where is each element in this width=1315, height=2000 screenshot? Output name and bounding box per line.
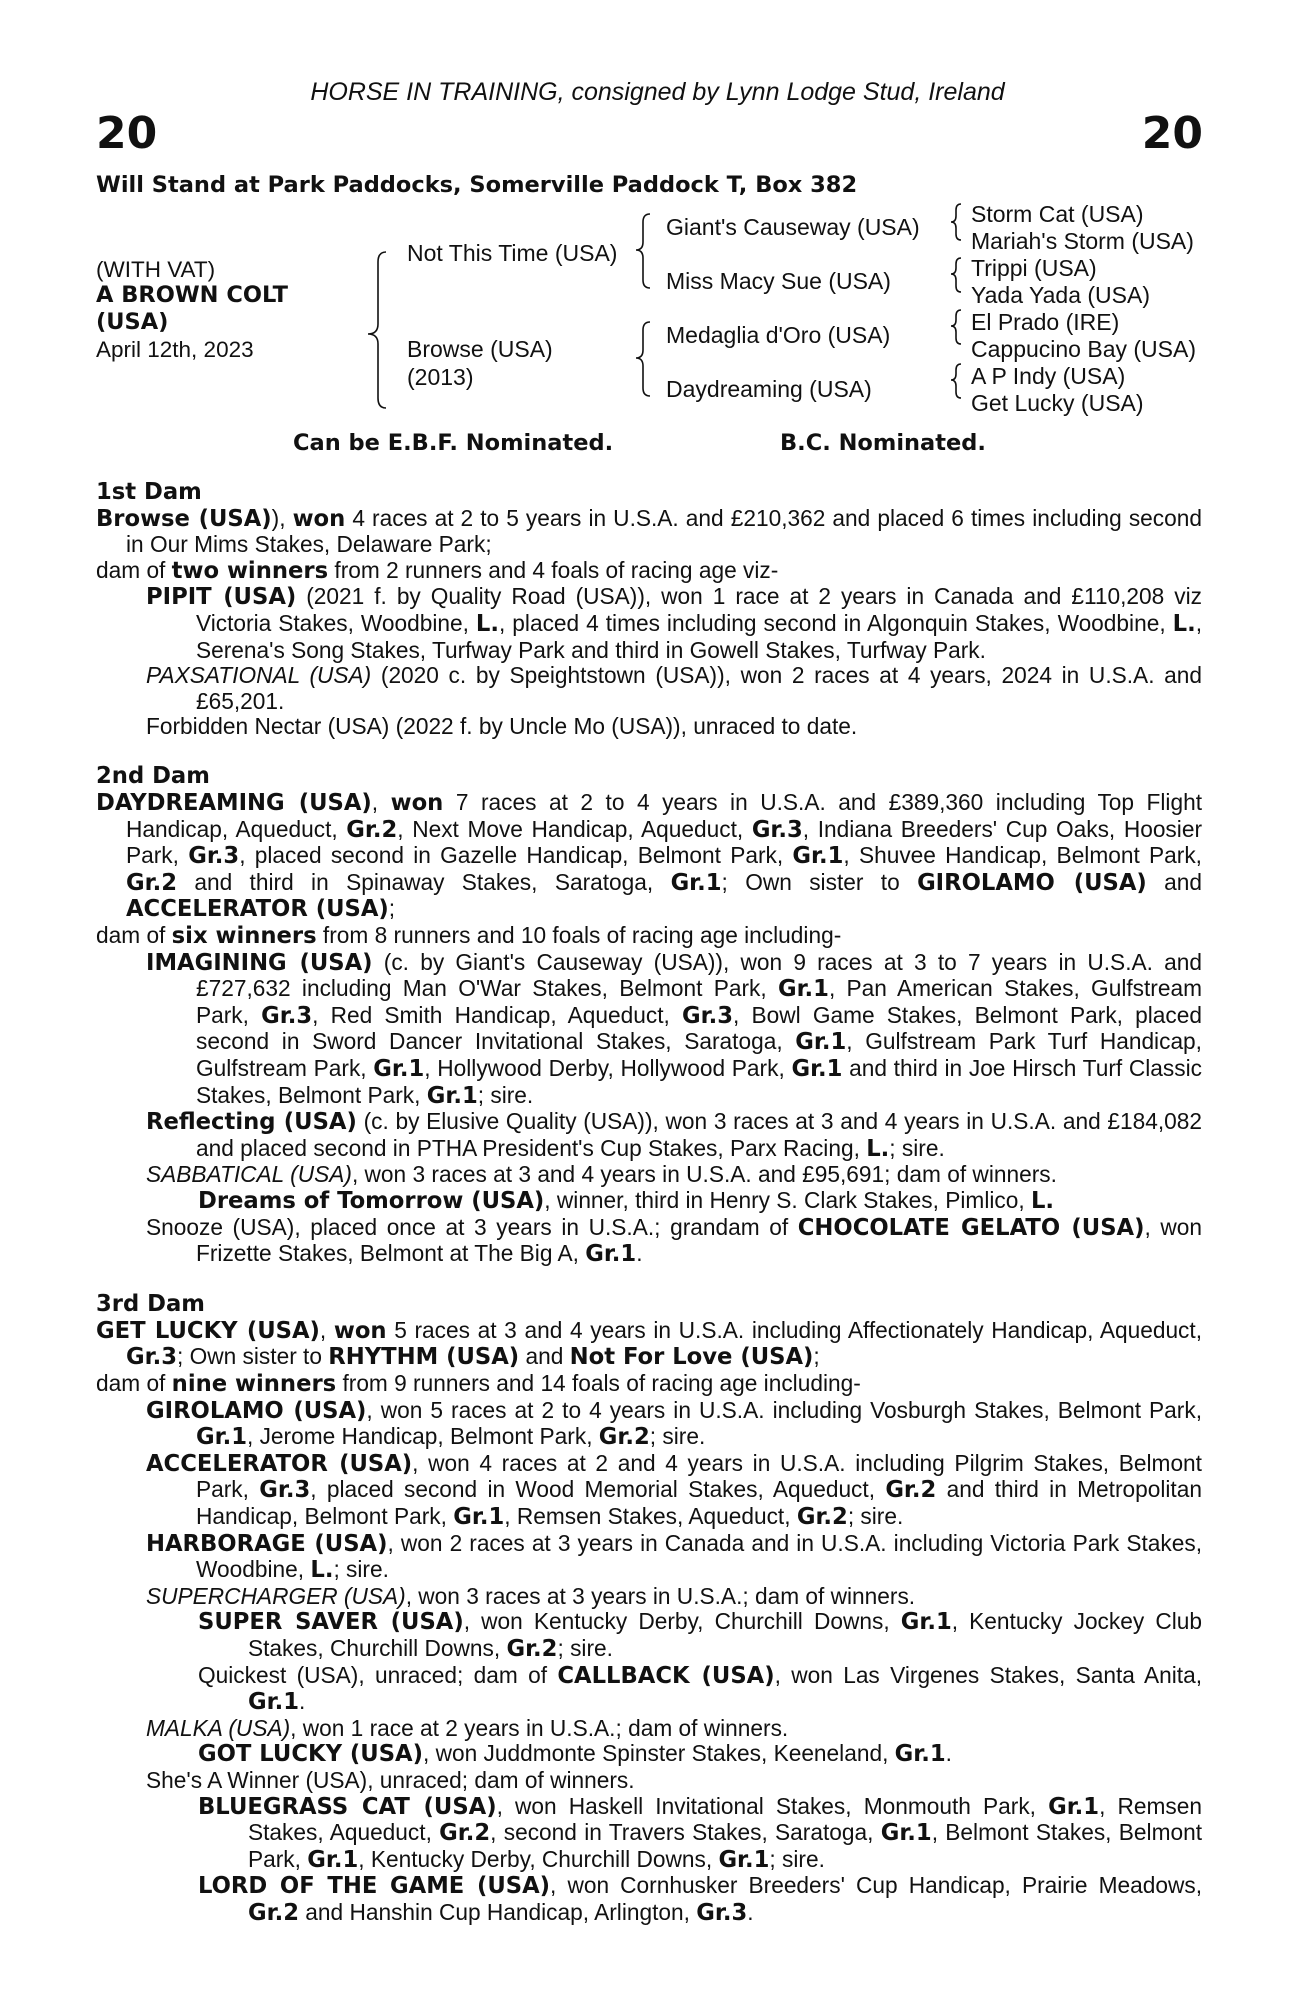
text: , Shuvee Handicap, Belmont Park,	[843, 842, 1202, 869]
produce-entry	[96, 1162, 1202, 1188]
bold-text: GIROLAMO (USA)	[146, 1397, 367, 1424]
text: Forbidden Nectar (USA) (2022 f. by Uncle Mo (USA)), unraced to date.	[146, 713, 858, 740]
text: and third in Metropolitan Handicap, Belmont Park,	[196, 1476, 1202, 1529]
pedigree-ddd: Get Lucky (USA)	[971, 390, 1144, 416]
produce-entry	[96, 1794, 1202, 1874]
pedigree-dam-year: (2013)	[407, 364, 474, 390]
text: , won Kentucky Derby, Churchill Downs,	[463, 1608, 901, 1635]
brace-sd	[951, 258, 961, 292]
bold-text: Gr.1	[1048, 1793, 1100, 1820]
bold-text: Gr.2	[796, 1503, 848, 1530]
dam-record	[96, 1318, 1202, 1371]
bold-text: Gr.2	[439, 1820, 491, 1847]
produce-entry	[96, 1398, 1202, 1451]
bold-text: Gr.3	[188, 843, 240, 870]
bold-text: Gr.1	[426, 1082, 478, 1109]
produce-summary	[96, 1371, 1202, 1398]
text: , Remsen Stakes, Aqueduct,	[248, 1792, 1203, 1846]
brace-main	[368, 252, 386, 408]
text: Quickest (USA), unraced; dam of	[198, 1661, 558, 1688]
text: .	[298, 1688, 306, 1715]
text: ; sire.	[847, 1502, 904, 1529]
text: 5 races at 3 and 4 years in U.S.A. including Affectionately Handicap, Aqueduct,	[386, 1316, 1203, 1343]
text: ; Own sister to	[176, 1343, 329, 1370]
brace-sire	[636, 214, 650, 288]
bold-text: Gr.2	[885, 1477, 937, 1504]
bold-text: nine winners	[171, 1371, 337, 1397]
text: , won 3 races at 3 years in U.S.A.; dam of winners.	[405, 1582, 916, 1609]
text: ; sire.	[769, 1845, 825, 1872]
bold-text: L.	[1030, 1187, 1055, 1214]
bold-text: Gr.1	[894, 1741, 946, 1768]
text: Snooze (USA), placed once at 3 years in U.S.A.; grandam of	[146, 1213, 798, 1240]
bold-text: Gr.1	[453, 1503, 505, 1530]
bold-text: Gr.2	[598, 1424, 650, 1451]
text: , Hollywood Derby, Hollywood Park,	[424, 1054, 792, 1081]
section-heading: 1st Dam	[96, 479, 202, 505]
text: , Pan American Stakes, Gulfstream Park,	[196, 975, 1202, 1028]
text: from 9 runners and 14 foals of racing age including-	[336, 1370, 861, 1396]
bold-text: LORD OF THE GAME (USA)	[198, 1873, 551, 1900]
text: , won 2 races at 3 years in Canada and in U.S.A. including Victoria Park Stakes, Woodbine,	[196, 1529, 1202, 1583]
bold-text: Gr.1	[777, 976, 829, 1003]
text: , won 3 races at 3 and 4 years in U.S.A. and £95,691; dam of winners.	[351, 1161, 1057, 1188]
bold-text: Gr.3	[751, 816, 803, 843]
text: (2021 f. by Quality Road (USA)), won 1 race at 2 years in Canada and £110,208 viz Victoria Stakes, Woodbine,	[196, 583, 1202, 636]
bold-text: Gr.3	[126, 1344, 177, 1371]
text: ; sire.	[333, 1556, 389, 1583]
bold-text: HARBORAGE (USA)	[146, 1530, 388, 1557]
produce-entry	[96, 950, 1202, 1110]
pedigree-dss: El Prado (IRE)	[971, 309, 1120, 335]
lot-number-left: 20	[96, 108, 158, 159]
text: , second in Travers Stakes, Saratoga,	[490, 1819, 881, 1846]
bold-text: Gr.1	[880, 1820, 932, 1847]
text: , Jerome Handicap, Belmont Park,	[246, 1423, 599, 1450]
text: from 2 runners and 4 foals of racing age viz-	[328, 556, 779, 583]
bold-text: six winners	[171, 923, 317, 949]
text: (2020 c. by Speightstown (USA)), won 2 races at 4 years, 2024 in U.S.A. and £65,201.	[196, 662, 1202, 714]
text: .	[636, 1240, 643, 1267]
bold-text: Gr.1	[373, 1055, 425, 1082]
text: and Hanshin Cup Handicap, Arlington,	[298, 1898, 697, 1925]
text: 7 races at 2 to 4 years in U.S.A. and £389,360 including Top Flight Handicap, Aqueduct,	[126, 789, 1203, 842]
text: , Remsen Stakes, Aqueduct,	[504, 1502, 797, 1529]
produce-entry	[96, 1109, 1202, 1162]
bold-text: GIROLAMO (USA)	[917, 869, 1147, 896]
horse-description: A BROWN COLT	[96, 282, 288, 308]
text: , Kentucky Derby, Churchill Downs,	[358, 1845, 719, 1872]
bold-text: Gr.1	[792, 843, 844, 870]
text: , placed second in Gazelle Handicap, Belmont Park,	[239, 842, 793, 869]
dam-section	[96, 480, 1202, 740]
bold-text: Gr.1	[248, 1689, 299, 1716]
bold-text: Gr.3	[682, 1002, 733, 1029]
brace-ds	[951, 310, 961, 344]
pedigree-sire: Not This Time (USA)	[407, 240, 618, 266]
bold-text: won	[333, 1317, 387, 1344]
lot-number-right: 20	[1141, 108, 1203, 159]
pedigree-ssd: Mariah's Storm (USA)	[971, 228, 1194, 254]
bold-text: Browse (USA)	[96, 505, 272, 532]
produce-entry	[96, 1663, 1202, 1716]
text: , Serena's Song Stakes, Turfway Park and third in Gowell Stakes, Turfway Park.	[196, 609, 1202, 663]
pedigree-dds: A P Indy (USA)	[971, 363, 1126, 389]
text: , won 4 races at 2 and 4 years in U.S.A. including Pilgrim Stakes, Belmont Park,	[196, 1449, 1202, 1503]
text: , winner, third in Henry S. Clark Stakes, Pimlico,	[544, 1186, 1031, 1213]
section-heading: 2nd Dam	[96, 763, 210, 790]
produce-entry	[96, 584, 1202, 663]
bold-text: DAYDREAMING (USA)	[96, 790, 372, 817]
pedigree-sire-sire: Giant's Causeway (USA)	[666, 214, 920, 240]
brace-ss	[951, 204, 961, 240]
pedigree-sire-dam: Miss Macy Sue (USA)	[666, 268, 891, 294]
vat-note: (WITH VAT)	[96, 257, 216, 282]
foaling-date: April 12th, 2023	[96, 337, 254, 362]
produce-entry	[96, 1584, 1202, 1610]
dam-section	[96, 764, 1202, 1267]
text: and	[519, 1343, 570, 1370]
bold-text: Gr.1	[791, 1055, 843, 1082]
produce-entry	[96, 1531, 1202, 1584]
bold-text: L.	[866, 1135, 890, 1162]
text: from 8 runners and 10 foals of racing age including-	[316, 922, 842, 948]
bold-text: RHYTHM (USA)	[328, 1344, 520, 1371]
bold-text: SUPER SAVER (USA)	[198, 1609, 464, 1636]
bold-text: L.	[310, 1557, 334, 1584]
produce-entry	[96, 1741, 1202, 1768]
text: ;	[388, 895, 396, 922]
dam-record	[96, 790, 1202, 923]
section-heading: 3rd Dam	[96, 1291, 205, 1318]
bold-text: Gr.3	[696, 1899, 748, 1926]
bold-text: Reflecting (USA)	[146, 1109, 357, 1136]
text: ; sire.	[477, 1081, 534, 1108]
text: , won Juddmonte Spinster Stakes, Keeneland,	[422, 1740, 895, 1767]
pedigree-dam-dam: Daydreaming (USA)	[666, 376, 872, 402]
text: , won Las Virgenes Stakes, Santa Anita,	[774, 1661, 1202, 1688]
stand-location: Will Stand at Park Paddocks, Somerville Paddock T, Box 382	[96, 172, 858, 198]
bold-text: BLUEGRASS CAT (USA)	[198, 1793, 497, 1820]
bold-text: Gr.2	[346, 816, 398, 843]
bold-text: Gr.1	[585, 1241, 637, 1268]
text: , won Cornhusker Breeders' Cup Handicap, Prairie Meadows,	[550, 1872, 1203, 1899]
bold-text: Gr.1	[670, 869, 722, 896]
bold-text: won	[390, 790, 444, 817]
catalogue-body	[96, 480, 1202, 1926]
text: ; sire.	[557, 1634, 613, 1661]
pedigree-sds: Trippi (USA)	[971, 255, 1097, 281]
produce-entry	[96, 1716, 1202, 1742]
ebf-nomination: Can be E.B.F. Nominated.	[293, 430, 614, 456]
bold-text: Gr.2	[506, 1635, 558, 1662]
text: (c. by Giant's Causeway (USA)), won 9 races at 3 to 7 years in U.S.A. and £727,632 including Man O'War Stakes, Belmont Park,	[196, 948, 1202, 1002]
bold-text: Gr.1	[307, 1846, 359, 1873]
text: , won 5 races at 2 to 4 years in U.S.A. including Vosburgh Stakes, Belmont Park,	[366, 1396, 1202, 1423]
bold-text: Dreams of Tomorrow (USA)	[198, 1187, 545, 1214]
text: 4 races at 2 to 5 years in U.S.A. and £210,362 and placed 6 times including second in Our Mims Stakes, Delaware Park;	[126, 504, 1202, 558]
horse-origin: (USA)	[96, 309, 169, 335]
produce-entry	[96, 1451, 1202, 1531]
bold-text: Gr.2	[126, 869, 177, 896]
text: and third in Spinaway Stakes, Saratoga,	[176, 868, 671, 895]
produce-entry	[96, 1609, 1202, 1662]
bold-text: Gr.2	[248, 1899, 299, 1926]
produce-entry	[96, 1215, 1202, 1268]
bold-text: CALLBACK (USA)	[557, 1662, 775, 1689]
italic-text: SABBATICAL (USA)	[146, 1161, 352, 1188]
bold-text: ACCELERATOR (USA)	[126, 896, 389, 923]
bold-text: Not For Love (USA)	[569, 1344, 814, 1371]
text: , Kentucky Jockey Club Stakes, Churchill Downs,	[248, 1608, 1202, 1661]
bold-text: Gr.1	[718, 1846, 770, 1873]
text: dam of	[96, 556, 172, 583]
pedigree-dam-sire: Medaglia d'Oro (USA)	[666, 322, 891, 348]
bold-text: L.	[475, 610, 499, 637]
text: , Red Smith Handicap, Aqueduct,	[312, 1001, 682, 1028]
produce-summary	[96, 923, 1202, 950]
text: ;	[813, 1343, 820, 1370]
bold-text: ACCELERATOR (USA)	[146, 1450, 413, 1477]
text: ; sire.	[649, 1423, 706, 1450]
bold-text: Gr.3	[261, 1002, 313, 1029]
text: , Indiana Breeders' Cup Oaks, Hoosier Park,	[126, 815, 1202, 869]
italic-text: MALKA (USA)	[146, 1714, 291, 1741]
bold-text: won	[292, 505, 346, 532]
text: , Gulfstream Park Turf Handicap, Gulfstream Park,	[196, 1028, 1202, 1081]
text: She's A Winner (USA), unraced; dam of winners.	[146, 1766, 635, 1793]
text: , Bowl Game Stakes, Belmont Park, placed second in Sword Dancer Invitational Stakes, Saratoga,	[196, 1001, 1202, 1055]
bold-text: Gr.1	[196, 1424, 247, 1451]
text: (c. by Elusive Quality (USA)), won 3 races at 3 and 4 years in U.S.A. and £184,082 and placed second in PTHA President's Cup Stakes, Parx Racing,	[196, 1108, 1202, 1161]
text: , placed second in Wood Memorial Stakes, Aqueduct,	[310, 1476, 886, 1503]
text: , Next Move Handicap, Aqueduct,	[397, 815, 752, 842]
italic-text: SUPERCHARGER (USA)	[146, 1582, 406, 1609]
text: , won 1 race at 2 years in U.S.A.; dam of winners.	[290, 1714, 789, 1741]
produce-entry	[96, 1873, 1202, 1926]
bold-text: GOT LUCKY (USA)	[198, 1741, 423, 1768]
text: .	[747, 1898, 754, 1925]
pedigree-sss: Storm Cat (USA)	[971, 201, 1144, 227]
text: .	[945, 1740, 952, 1767]
text: and	[1146, 868, 1202, 895]
brace-dd	[951, 364, 961, 398]
produce-entry	[96, 663, 1202, 714]
text: , won Haskell Invitational Stakes, Monmouth Park,	[496, 1792, 1049, 1819]
text: and third in Joe Hirsch Turf Classic Stakes, Belmont Park,	[196, 1054, 1202, 1108]
text: ; sire.	[889, 1134, 945, 1161]
bold-text: Gr.1	[900, 1609, 952, 1636]
text: , placed 4 times including second in Algonquin Stakes, Woodbine,	[499, 609, 1173, 636]
dam-record	[96, 506, 1202, 558]
produce-entry	[96, 1768, 1202, 1794]
text: dam of	[96, 922, 172, 948]
brace-dam	[636, 322, 650, 396]
pedigree-dsd: Cappucino Bay (USA)	[971, 336, 1196, 362]
produce-entry	[96, 1188, 1202, 1215]
text: ,	[371, 789, 391, 816]
text: , won Frizette Stakes, Belmont at The Big A,	[196, 1213, 1203, 1267]
bc-nomination: B.C. Nominated.	[780, 430, 986, 456]
produce-summary	[96, 558, 1202, 585]
text: ),	[271, 504, 293, 531]
bold-text: CHOCOLATE GELATO (USA)	[797, 1214, 1145, 1241]
text: dam of	[96, 1370, 172, 1396]
dam-section	[96, 1292, 1202, 1926]
bold-text: IMAGINING (USA)	[146, 949, 373, 976]
bold-text: PIPIT (USA)	[146, 584, 297, 611]
produce-entry	[96, 714, 1202, 740]
pedigree-dam: Browse (USA)	[407, 336, 553, 362]
bold-text: Gr.3	[259, 1477, 311, 1504]
consignment-header: HORSE IN TRAINING, consigned by Lynn Lodge Stud, Ireland	[310, 78, 1005, 106]
bold-text: L.	[1172, 610, 1196, 637]
pedigree-sdd: Yada Yada (USA)	[971, 282, 1150, 308]
bold-text: two winners	[171, 557, 329, 584]
text: ; Own sister to	[721, 868, 918, 895]
bold-text: GET LUCKY (USA)	[96, 1317, 320, 1344]
text: ,	[319, 1316, 334, 1343]
text: , Belmont Stakes, Belmont Park,	[248, 1819, 1203, 1872]
italic-text: PAXSATIONAL (USA)	[146, 662, 372, 689]
bold-text: Gr.1	[795, 1029, 847, 1056]
